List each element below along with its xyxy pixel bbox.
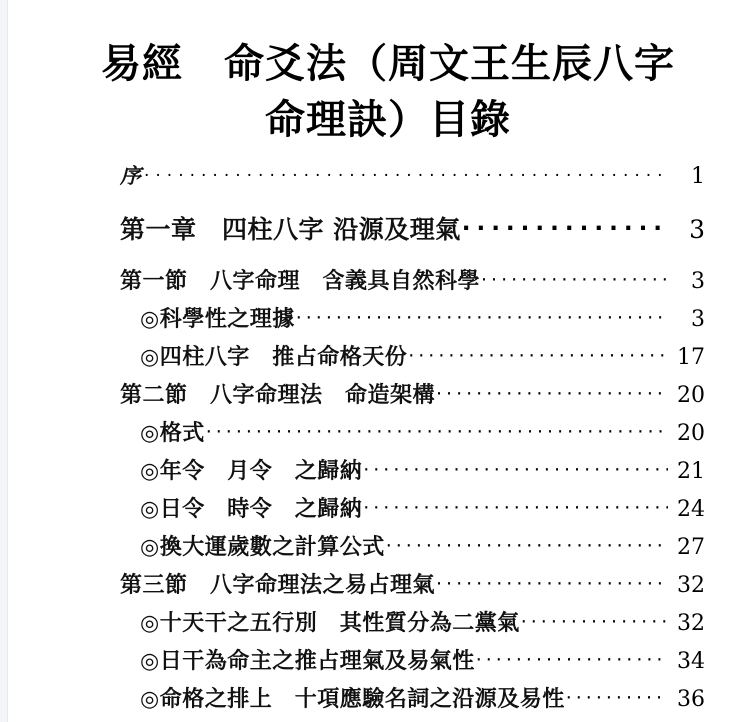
toc-page-number: 34 bbox=[677, 649, 705, 674]
toc-entry-label: ◎科學性之理據 bbox=[140, 306, 295, 332]
toc-entry-label: 第一節 八字命理 含義具自然科學 bbox=[120, 268, 481, 294]
table-of-contents bbox=[0, 160, 729, 720]
toc-row-item[interactable] bbox=[0, 606, 729, 644]
toc-row-preface[interactable] bbox=[0, 160, 729, 210]
toc-row-section[interactable] bbox=[0, 568, 729, 606]
toc-entry-label: ◎日令 時令 之歸納 bbox=[140, 496, 363, 522]
toc-row-item[interactable] bbox=[0, 454, 729, 492]
toc-dot-leader bbox=[436, 573, 668, 595]
toc-row-item[interactable] bbox=[0, 340, 729, 378]
toc-entry-label: ◎年令 月令 之歸納 bbox=[140, 458, 363, 484]
page-title-line-1: 易經 命爻法（周文王生辰八字 bbox=[101, 41, 675, 87]
toc-row-item[interactable] bbox=[0, 492, 729, 530]
toc-dot-leader bbox=[481, 269, 668, 291]
toc-entry-label: 第三節 八字命理法之易占理氣 bbox=[120, 572, 436, 598]
toc-row-item[interactable] bbox=[0, 302, 729, 340]
toc-row-chapter[interactable] bbox=[0, 210, 729, 264]
toc-dot-leader bbox=[142, 166, 668, 186]
toc-dot-leader bbox=[476, 649, 668, 671]
toc-dot-leader bbox=[206, 421, 668, 443]
toc-entry-label: ◎四柱八字 推占命格天份 bbox=[140, 344, 408, 370]
toc-row-item[interactable] bbox=[0, 644, 729, 682]
toc-dot-leader bbox=[566, 687, 668, 709]
toc-page-number: 32 bbox=[677, 573, 705, 598]
toc-entry-label: 序 bbox=[120, 163, 141, 188]
toc-page-number: 3 bbox=[691, 269, 705, 294]
page-title bbox=[98, 36, 678, 148]
toc-page-number: 21 bbox=[677, 459, 705, 484]
toc-entry-label: 第一章 四柱八字 沿源及理氣 bbox=[120, 215, 461, 244]
toc-row-item[interactable] bbox=[0, 682, 729, 720]
toc-dot-leader bbox=[386, 535, 668, 557]
toc-dot-leader bbox=[462, 216, 668, 242]
toc-entry-label: ◎十天干之五行別 其性質分為二黨氣 bbox=[140, 610, 520, 636]
toc-entry-label: ◎命格之排上 十項應驗名詞之沿源及易性 bbox=[140, 686, 565, 712]
toc-row-section[interactable] bbox=[0, 378, 729, 416]
toc-row-item[interactable] bbox=[0, 416, 729, 454]
toc-dot-leader bbox=[363, 459, 668, 481]
toc-page-number: 3 bbox=[691, 307, 705, 332]
toc-page-number: 36 bbox=[677, 687, 705, 712]
toc-page-number: 32 bbox=[677, 611, 705, 636]
toc-entry-label: ◎日干為命主之推占理氣及易氣性 bbox=[140, 648, 475, 674]
toc-page-number: 24 bbox=[677, 497, 705, 522]
toc-entry-label: ◎格式 bbox=[140, 420, 205, 446]
toc-row-item[interactable] bbox=[0, 530, 729, 568]
toc-dot-leader bbox=[363, 497, 668, 519]
page-title-line-2: 命理訣）目錄 bbox=[265, 97, 511, 143]
toc-row-section[interactable] bbox=[0, 264, 729, 302]
toc-page-number: 27 bbox=[677, 535, 705, 560]
toc-entry-label: ◎換大運歲數之計算公式 bbox=[140, 534, 385, 560]
toc-page-number: 20 bbox=[677, 421, 705, 446]
toc-entry-label: 第二節 八字命理法 命造架構 bbox=[120, 382, 436, 408]
toc-dot-leader bbox=[521, 611, 668, 633]
toc-dot-leader bbox=[408, 345, 668, 367]
toc-dot-leader bbox=[296, 307, 668, 329]
toc-page-number: 20 bbox=[677, 383, 705, 408]
toc-page-number: 1 bbox=[691, 164, 705, 189]
toc-page-number: 3 bbox=[689, 215, 705, 244]
toc-page-number: 17 bbox=[677, 345, 705, 370]
toc-dot-leader bbox=[436, 383, 668, 405]
